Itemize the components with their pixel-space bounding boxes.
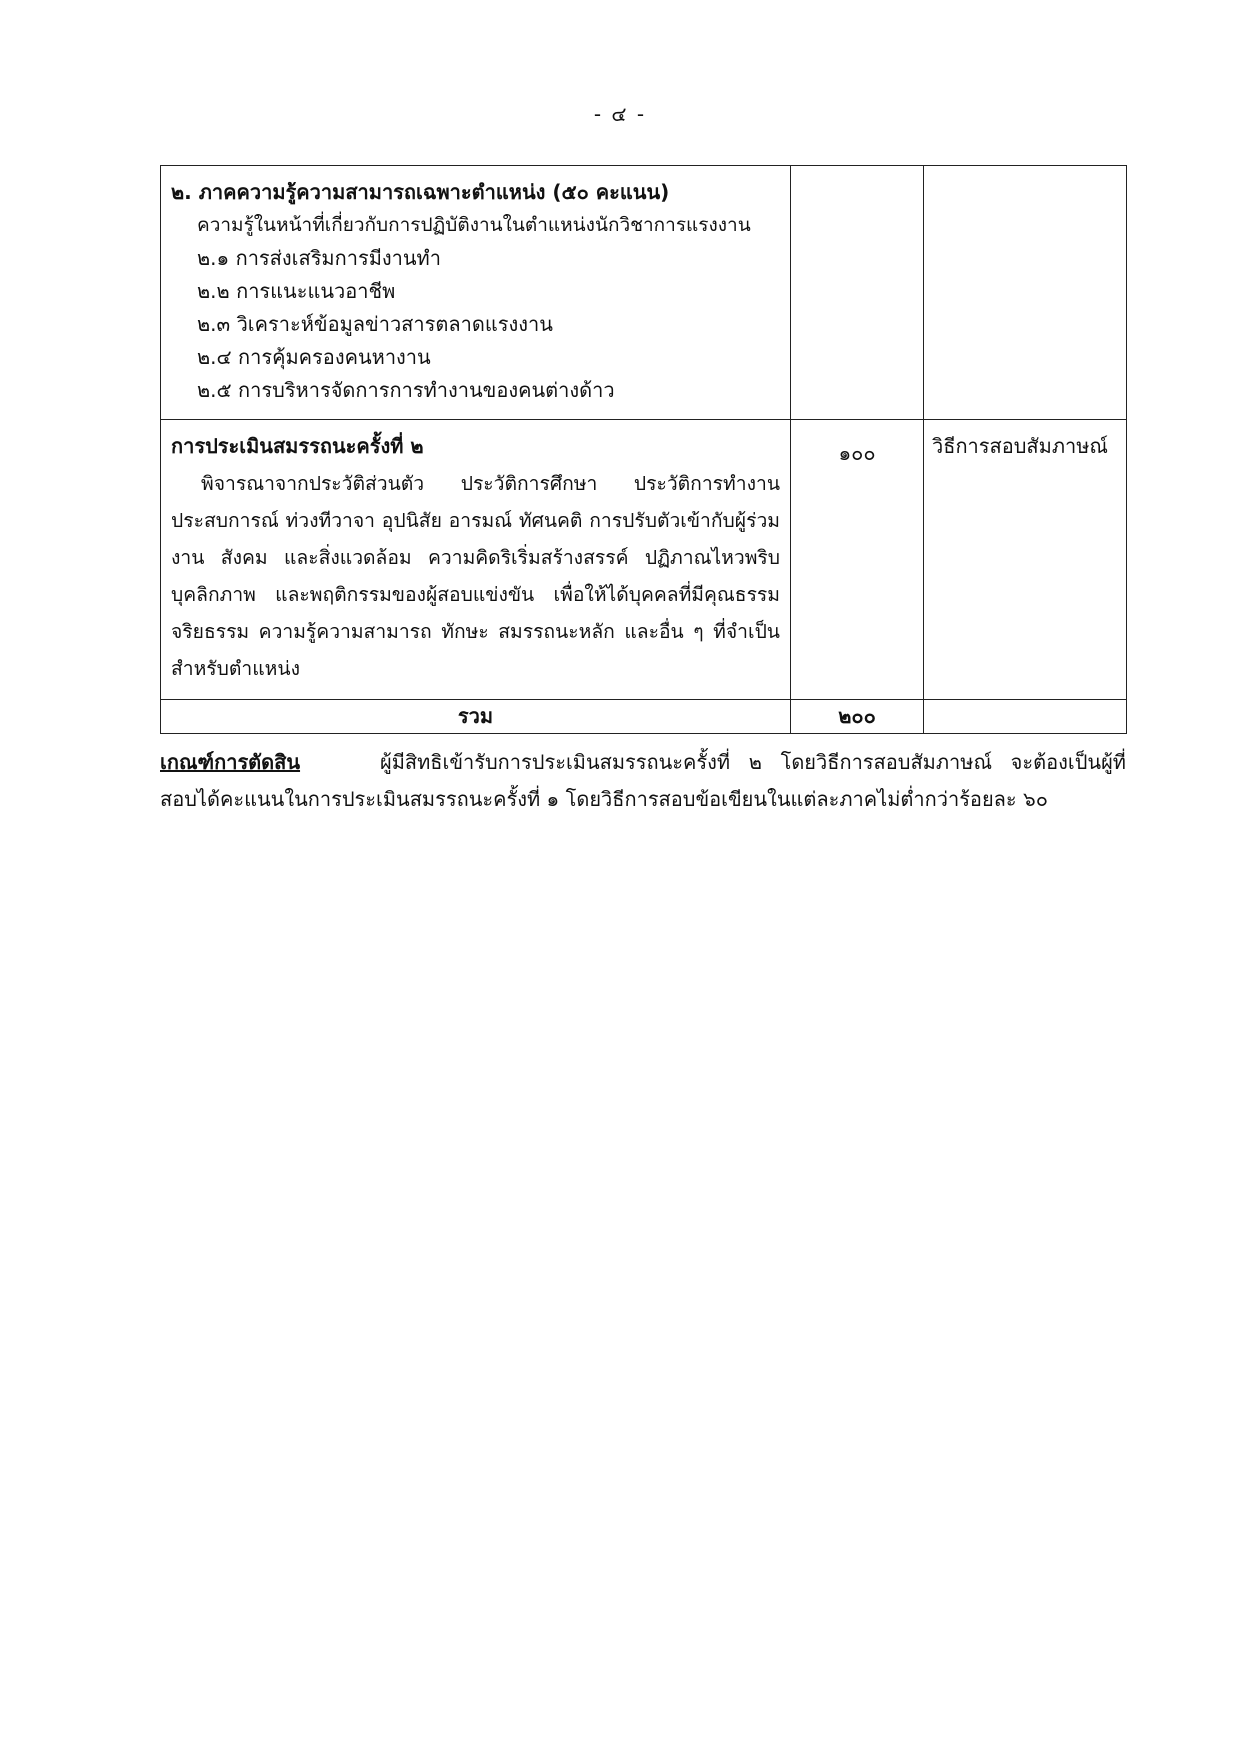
assessment2-description: พิจารณาจากประวัติส่วนตัว ประวัติการศึกษา ประวัติการทำงาน ประสบการณ์ ท่วงทีวาจา อุปนิสัย อารมณ์ ทัศนคติ การปรับตัวเข้ากับผู้ร่วมงาน สังคม และสิ่งแวดล้อม ความคิดริเริ่มสร้างสรรค์ ปฏิภาณไหวพริบ บุคลิกภาพ และพฤติกรรมของผู้สอบแข่งขัน เพื่อให้ได้บุคคลที่มีคุณธรรม จริยธรรม ความรู้ความสามารถ ทักษะ สมรรถนะหลัก และอื่น ๆ ที่จำเป็นสำหรับตำแหน่ง: [171, 472, 780, 680]
section2-row: [161, 166, 1127, 420]
section2-item: ๒.๓ วิเคราะห์ข้อมูลข่าวสารตลาดแรงงาน: [197, 312, 553, 336]
assessment2-topic-cell: [161, 420, 791, 700]
total-label: รวม: [161, 700, 791, 734]
section2-title: ๒. ภาคความรู้ความสามารถเฉพาะตำแหน่ง (๕๐ คะแนน): [171, 180, 670, 204]
total-score: ๒๐๐: [791, 700, 924, 734]
decision-criteria-text: เกณฑ์การตัดสิน ผู้มีสิทธิเข้ารับการประเมินสมรรถนะครั้งที่ ๒ โดยวิธีการสอบสัมภาษณ์ จะต้องเป็นผู้ที่สอบได้คะแนนในการประเมินสมรรถนะครั้งที่ ๑ โดยวิธีการสอบข้อเขียนในแต่ละภาคไม่ต่ำกว่าร้อยละ ๖๐: [160, 744, 1126, 818]
section2-score-cell: [791, 166, 924, 420]
total-method-cell: [924, 700, 1127, 734]
decision-criteria-label: เกณฑ์การตัดสิน: [160, 750, 301, 774]
section2-method-cell: [924, 166, 1127, 420]
section2-item: ๒.๔ การคุ้มครองคนหางาน: [197, 345, 431, 369]
evaluation-table: [160, 165, 1127, 734]
section2-item: ๒.๑ การส่งเสริมการมีงานทำ: [197, 246, 441, 270]
decision-criteria: [160, 744, 1126, 818]
section2-topic-cell: [161, 166, 791, 420]
page-number: - ๔ -: [593, 102, 647, 126]
assessment2-row: [161, 420, 1127, 700]
section2-item: ๒.๕ การบริหารจัดการการทำงานของคนต่างด้าว: [197, 378, 615, 402]
assessment2-title: การประเมินสมรรถนะครั้งที่ ๒: [171, 434, 424, 458]
total-row: [161, 700, 1127, 734]
assessment2-score: ๑๐๐: [791, 420, 924, 700]
section2-item: ๒.๒ การแนะแนวอาชีพ: [197, 279, 396, 303]
section2-subtitle: ความรู้ในหน้าที่เกี่ยวกับการปฏิบัติงานในตำแหน่งนักวิชาการแรงงาน: [197, 214, 751, 236]
assessment2-method: วิธีการสอบสัมภาษณ์: [924, 420, 1127, 700]
